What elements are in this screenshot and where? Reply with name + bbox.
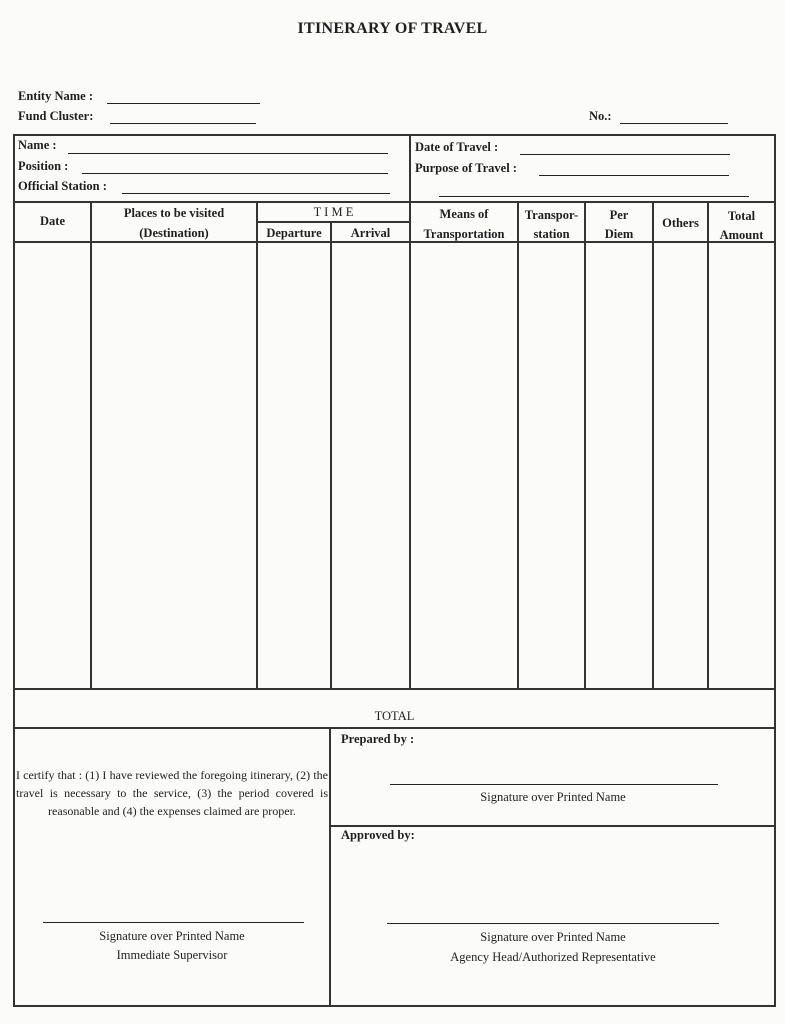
official-station-label: Official Station : <box>18 179 107 193</box>
header-transportation: Transportation <box>423 227 505 241</box>
header-transpo: Transpor- <box>524 208 579 222</box>
supervisor-sig-label: Signature over Printed Name <box>99 929 245 943</box>
official-station-field[interactable] <box>122 193 390 194</box>
outer-left-border <box>13 134 15 1007</box>
header-amount: Amount <box>719 228 764 242</box>
prepared-sig-label: Signature over Printed Name <box>480 790 626 804</box>
position-field[interactable] <box>82 173 388 174</box>
purpose-of-travel-field-2[interactable] <box>439 196 749 197</box>
col-divider-places <box>256 201 258 689</box>
form-bottom-border <box>13 1005 776 1007</box>
header-diem: Diem <box>604 227 634 241</box>
fund-cluster-field[interactable] <box>110 123 256 124</box>
no-label: No.: <box>589 109 612 123</box>
name-label: Name : <box>18 138 57 152</box>
entity-name-field[interactable] <box>107 103 260 104</box>
header-means: Means of <box>439 207 489 221</box>
col-divider-date <box>90 201 92 689</box>
approved-by-label: Approved by: <box>341 828 415 842</box>
fund-cluster-label: Fund Cluster: <box>18 109 94 123</box>
date-of-travel-field[interactable] <box>520 154 730 155</box>
supervisor-title: Immediate Supervisor <box>116 948 228 962</box>
name-field[interactable] <box>68 153 388 154</box>
col-divider-departure <box>330 221 332 689</box>
header-station: station <box>533 227 570 241</box>
no-field[interactable] <box>620 123 728 124</box>
header-arrival: Arrival <box>350 226 391 240</box>
col-divider-perdiem <box>652 201 654 689</box>
form-title: ITINERARY OF TRAVEL <box>297 20 488 37</box>
purpose-of-travel-label: Purpose of Travel : <box>415 161 517 175</box>
header-departure: Departure <box>266 226 322 240</box>
col-divider-arrival <box>409 201 411 689</box>
header-places: Places to be visited <box>123 206 225 220</box>
position-label: Position : <box>18 159 69 173</box>
prepared-by-label: Prepared by : <box>341 732 415 746</box>
col-divider-transpo <box>584 201 586 689</box>
header-others: Others <box>662 216 699 230</box>
outer-right-border <box>774 134 776 1007</box>
certification-text: I certify that : (1) I have reviewed the foregoing itinerary, (2) the travel is necessary to the service, (3) the period covered is reasonable and (4) the expenses claimed are proper. <box>16 768 328 818</box>
prepared-approved-divider <box>330 825 776 827</box>
prepared-signature-line[interactable] <box>390 784 718 785</box>
header-total: Total <box>727 209 756 223</box>
purpose-of-travel-field[interactable] <box>539 175 729 176</box>
supervisor-signature-line[interactable] <box>43 922 304 923</box>
approved-sig-label: Signature over Printed Name <box>480 930 626 944</box>
approved-title: Agency Head/Authorized Representative <box>450 950 656 964</box>
header-time: T I M E <box>313 205 354 219</box>
total-label: TOTAL <box>374 709 415 723</box>
header-per: Per <box>609 208 629 222</box>
header-destination: (Destination) <box>139 226 209 240</box>
header-date: Date <box>40 214 65 228</box>
header-box-divider <box>409 134 411 202</box>
col-divider-means <box>517 201 519 689</box>
entity-name-label: Entity Name : <box>18 89 93 103</box>
total-row-bottom <box>13 727 776 729</box>
bottom-divider <box>329 727 331 1007</box>
header-box-top <box>13 134 776 136</box>
col-divider-others <box>707 201 709 689</box>
table-body-bottom <box>13 688 776 690</box>
date-of-travel-label: Date of Travel : <box>415 140 499 154</box>
approved-signature-line[interactable] <box>387 923 719 924</box>
